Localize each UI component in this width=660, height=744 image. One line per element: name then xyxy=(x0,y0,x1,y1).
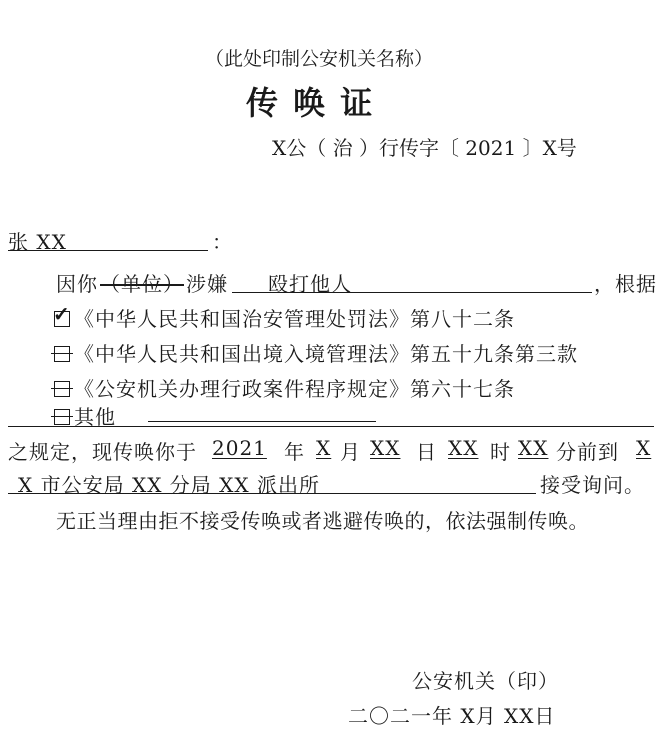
document-title: 传 唤 证 xyxy=(246,84,375,122)
checked-box-icon: ✓ xyxy=(53,302,71,326)
reason-prefix: 因你 xyxy=(56,272,98,296)
summons-purpose: 接受询问。 xyxy=(540,473,645,497)
summons-year: 2021 xyxy=(212,436,267,460)
summons-day: XX xyxy=(370,436,401,460)
summons-month: X xyxy=(316,436,332,460)
law-item-2: 《中华人民共和国出境入境管理法》第五十九条第三款 xyxy=(54,338,578,367)
other-underline xyxy=(148,421,376,422)
offense-text: 殴打他人 xyxy=(268,272,352,296)
summons-location: X 市公安局 XX 分局 XX 派出所 xyxy=(18,473,320,497)
issuing-agency-seal: 公安机关（印） xyxy=(412,669,559,693)
recipient-name: 张 XX xyxy=(8,230,67,254)
reason-suspected: 涉嫌 xyxy=(186,272,228,296)
location-start: X xyxy=(636,436,652,460)
reason-suffix: ，根据 xyxy=(594,272,657,296)
separator-line xyxy=(8,426,654,427)
law-item-3: 《公安机关办理行政案件程序规定》第六十七条 xyxy=(54,373,515,402)
struck-box-icon xyxy=(54,381,70,397)
document-number: X公（ 治 ）行传字〔 2021 〕X号 xyxy=(272,136,577,160)
location-underline xyxy=(8,493,536,494)
offense-underline xyxy=(232,292,592,293)
summons-lead: 之规定，现传唤你于 xyxy=(8,440,197,464)
recipient-colon: ： xyxy=(212,230,233,254)
legal-warning: 无正当理由拒不接受传唤或者逃避传唤的，依法强制传唤。 xyxy=(56,509,589,533)
law-item-other: 其他 xyxy=(54,401,116,430)
struck-box-icon xyxy=(54,409,70,425)
recipient-underline xyxy=(8,250,208,251)
agency-name-placeholder: （此处印制公安机关名称） xyxy=(205,48,434,70)
month-unit: 月 xyxy=(340,440,361,464)
summons-minute: XX xyxy=(518,436,549,460)
year-unit: 年 xyxy=(284,440,305,464)
hour-unit: 时 xyxy=(490,440,511,464)
summons-hour: XX xyxy=(448,436,479,460)
struck-box-icon xyxy=(54,346,70,362)
reason-unit-struck: （单位） xyxy=(100,272,184,296)
minute-unit: 分前到 xyxy=(556,440,619,464)
issue-date: 二〇二一年 X月 XX日 xyxy=(348,704,556,728)
law-item-1: ✓ 《中华人民共和国治安管理处罚法》第八十二条 xyxy=(53,302,515,331)
day-unit: 日 xyxy=(416,440,437,464)
